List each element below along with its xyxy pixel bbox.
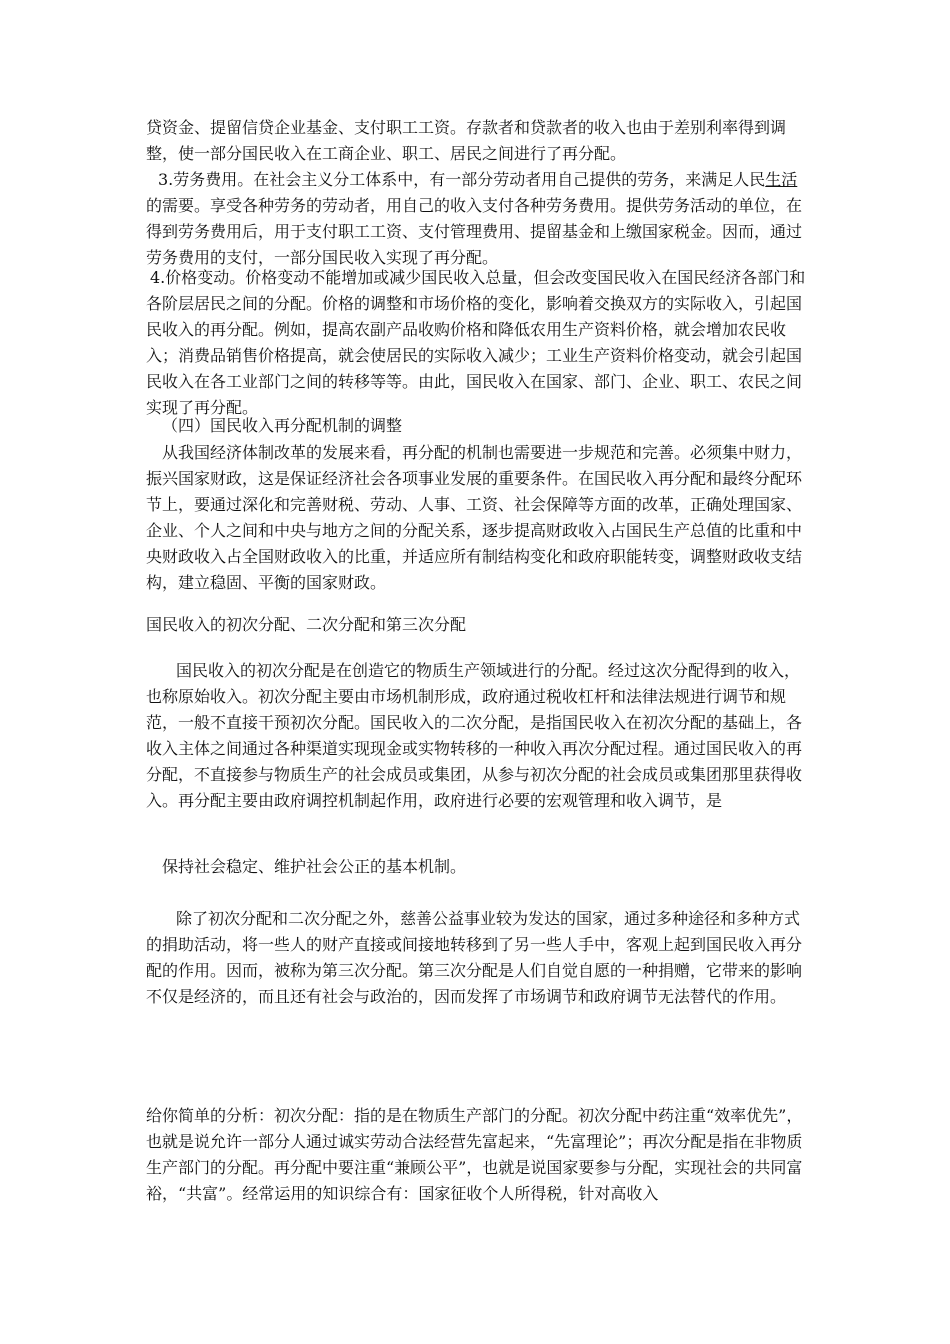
paragraph-simple-analysis: 给你简单的分析：初次分配：指的是在物质生产部门的分配。初次分配中药注重“效率优先”，也就是说允许一部分人通过诚实劳动合法经营先富起来，“先富理论”；再次分配是指在非物质生产部门的分配。再分配中要注重“兼顾公平”，也就是说国家要参与分配，实现社会的共同富裕，“共富”。经常运用的知识综合有：国家征收个人所得税，针对高收入 (146, 1106, 803, 1203)
labor-fees-text-start: 3.劳务费用。在社会主义分工体系中，有一部分劳动者用自己提供的劳务，来满足人民 (158, 170, 766, 189)
paragraph-third-distribution: 除了初次分配和二次分配之外，慈善公益事业较为发达的国家，通过多种途径和多种方式的捐助活动，将一些人的财产直接或间接地转移到了另一些人手中，客观上起到国民收入再分配的作用。因而，被称为第三次分配。第三次分配是人们自觉自愿的一种捐赠，它带来的影响不仅是经济的，而且还有社会与政治的，因而发挥了市场调节和政府调节无法替代的作用。 (146, 909, 803, 1006)
paragraph-loan-adjustment: 贷资金、提留信贷企业基金、支付职工工资。存款者和贷款者的收入也由于差别利率得到调整，使一部分国民收入在工商企业、职工、居民之间进行了再分配。 (146, 118, 787, 163)
paragraph-reform: 从我国经济体制改革的发展来看，再分配的机制也需要进一步规范和完善。必须集中财力，振兴国家财政，这是保证经济社会各项事业发展的重要条件。在国民收入再分配和最终分配环节上，要通过深化和完善财税、劳动、人事、工资、社会保障等方面的改革，正确处理国家、企业、个人之间和中央与地方之间的分配关系，逐步提高财政收入占国民生产总值的比重和中央财政收入占全国财政收入的比重，并适应所有制结构变化和政府职能转变，调整财政收支结构，建立稳固、平衡的国家财政。 (146, 443, 803, 592)
labor-fees-text-end: 的需要。享受各种劳务的劳动者，用自己的收入支付各种劳务费用。提供劳务活动的单位，在得到劳务费用后，用于支付职工工资、支付管理费用、提留基金和上缴国家税金。因而，通过劳务费用的支付，一部分国民收入实现了再分配。 (146, 196, 803, 267)
section-title: 国民收入的初次分配、二次分配和第三次分配 (146, 615, 467, 634)
living-link[interactable]: 生活 (765, 170, 798, 189)
paragraph-first-distribution: 国民收入的初次分配是在创造它的物质生产领域进行的分配。经过这次分配得到的收入，也称原始收入。初次分配主要由市场机制形成，政府通过税收杠杆和法律法规进行调节和规范，一般不直接干预初次分配。国民收入的二次分配，是指国民收入在初次分配的基础上，各收入主体之间通过各种渠道实现现金或实物转移的一种收入再次分配过程。通过国民收入的再分配，不直接参与物质生产的社会成员或集团，从参与初次分配的社会成员或集团那里获得收入。再分配主要由政府调控机制起作用，政府进行必要的宏观管理和收入调节，是 (146, 661, 803, 810)
paragraph-price-changes: 4.价格变动。价格变动不能增加或减少国民收入总量，但会改变国民收入在国民经济各部门和各阶层居民之间的分配。价格的调整和市场价格的变化，影响着交换双方的实际收入，引起国民收入的再分配。例如，提高农副产品收购价格和降低农用生产资料价格，就会增加农民收入；消费品销售价格提高，就会使居民的实际收入减少；工业生产资料价格变动，就会引起国民收入在各工业部门之间的转移等等。由此，国民收入在国家、部门、企业、职工、农民之间实现了再分配。 (146, 268, 806, 417)
paragraph-social-stability: 保持社会稳定、维护社会公正的基本机制。 (162, 857, 467, 876)
heading-section-four: （四）国民收入再分配机制的调整 (162, 416, 403, 435)
paragraph-labor-fees (146, 167, 810, 271)
